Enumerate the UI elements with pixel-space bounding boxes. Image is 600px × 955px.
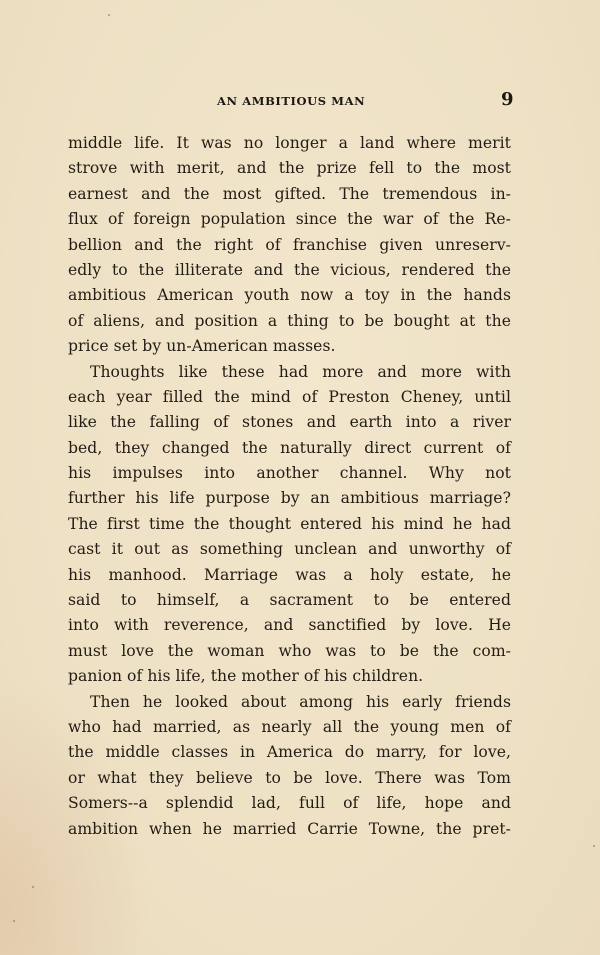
running-title: AN AMBITIOUS MAN bbox=[217, 94, 366, 108]
text-line: panion of his life, the mother of his children. bbox=[68, 667, 424, 686]
paragraph bbox=[68, 360, 511, 690]
page-number: 9 bbox=[501, 89, 514, 110]
text-line: his impulses into another channel. Why not bbox=[68, 464, 511, 483]
running-head bbox=[0, 89, 600, 112]
text-line: The first time the thought entered his mind he had bbox=[68, 514, 511, 533]
text-line: each year filled the mind of Preston Cheney, until bbox=[68, 387, 511, 406]
text-line: further his life purpose by an ambitious marriage? bbox=[68, 489, 511, 508]
text-line: edly to the illiterate and the vicious, rendered the bbox=[68, 260, 511, 279]
text-line: like the falling of stones and earth into a river bbox=[68, 413, 511, 432]
paper-speck bbox=[32, 886, 34, 888]
paragraph bbox=[68, 690, 511, 842]
text-line: into with reverence, and sanctified by love. He bbox=[68, 616, 511, 635]
text-line: or what they believe to be love. There was Tom bbox=[68, 768, 511, 787]
paragraph bbox=[68, 131, 511, 360]
text-line: price set by un-American masses. bbox=[68, 337, 336, 356]
text-line: his manhood. Marriage was a holy estate, he bbox=[68, 565, 511, 584]
text-line: ambition when he married Carrie Towne, the pret- bbox=[68, 819, 511, 838]
text-line: cast it out as something unclean and unworthy of bbox=[68, 540, 511, 559]
text-line: Somers--a splendid lad, full of life, hope and bbox=[68, 794, 511, 813]
text-line: of aliens, and position a thing to be bought at the bbox=[68, 311, 511, 330]
paper-speck bbox=[108, 14, 110, 16]
text-line: Then he looked about among his early friends bbox=[90, 692, 511, 711]
text-line: must love the woman who was to be the com- bbox=[68, 641, 511, 660]
text-line: flux of foreign population since the war of the Re- bbox=[68, 210, 511, 229]
text-line: the middle classes in America do marry, for love, bbox=[68, 743, 511, 762]
text-line: ambitious American youth now a toy in the hands bbox=[68, 286, 511, 305]
text-line: Thoughts like these had more and more with bbox=[90, 362, 511, 381]
text-line: said to himself, a sacrament to be entered bbox=[68, 591, 511, 610]
text-line: strove with merit, and the prize fell to the most bbox=[68, 159, 511, 178]
text-line: middle life. It was no longer a land where merit bbox=[68, 134, 511, 152]
text-line: bellion and the right of franchise given unreserv- bbox=[68, 235, 511, 254]
body-text bbox=[68, 131, 511, 842]
text-line: bed, they changed the naturally direct current of bbox=[68, 438, 511, 457]
paper-speck bbox=[13, 920, 15, 922]
text-line: who had married, as nearly all the young men of bbox=[68, 717, 511, 736]
paper-speck bbox=[593, 845, 595, 847]
text-line: earnest and the most gifted. The tremendous in- bbox=[68, 184, 511, 203]
